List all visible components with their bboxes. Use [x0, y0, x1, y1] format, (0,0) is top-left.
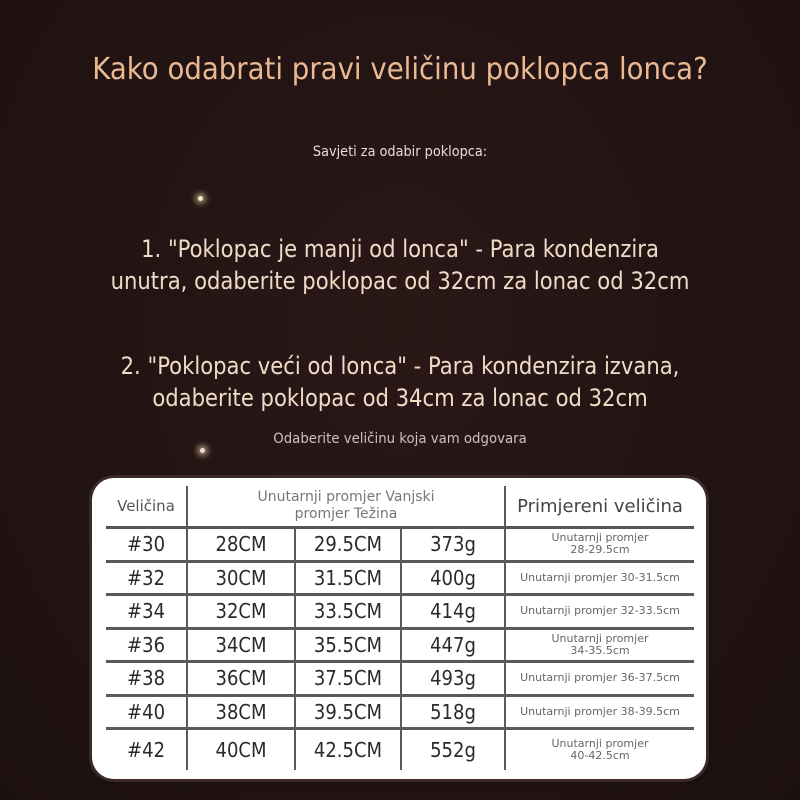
cell-fit: [505, 662, 694, 696]
tip-1: [48, 233, 752, 297]
cell-inner-diameter: 38CM: [192, 695, 289, 729]
cell-fit: [505, 695, 694, 729]
cell-weight: 447g: [406, 628, 500, 662]
cell-weight: 414g: [406, 595, 500, 629]
cell-size: #36: [110, 628, 183, 662]
cell-weight: 518g: [406, 695, 500, 729]
cell-outer-diameter: 33.5CM: [300, 595, 395, 629]
cell-weight: 552g: [406, 729, 500, 771]
cell-fit: [505, 628, 694, 662]
cell-weight: 400g: [406, 561, 500, 595]
cell-outer-diameter: 39.5CM: [300, 695, 395, 729]
fit-line-1: Unutarnji promjer: [551, 737, 649, 750]
fit-line-1: Unutarnji promjer 36-37.5cm: [520, 671, 680, 685]
cell-outer-diameter: 31.5CM: [300, 561, 395, 595]
header-dimensions-line-2: promjer Težina: [294, 506, 398, 522]
header-dimensions: [187, 486, 505, 528]
fit-line-1: Unutarnji promjer: [551, 631, 649, 645]
cell-outer-diameter: 35.5CM: [300, 628, 395, 662]
page-title: Kako odabrati pravi veličinu poklopca lonca?: [92, 52, 708, 87]
cell-fit: [505, 561, 694, 595]
header-dimensions-line-1: Unutarnji promjer Vanjski: [257, 489, 435, 505]
size-table: [106, 486, 694, 770]
cell-size: #30: [110, 528, 183, 562]
table-header-row: [106, 486, 694, 528]
fit-line-2: 28-29.5cm: [570, 543, 630, 557]
cell-size: #42: [110, 729, 183, 771]
fit-line-1: Unutarnji promjer 32-33.5cm: [520, 604, 680, 618]
cell-fit: [505, 595, 694, 629]
cell-size: #32: [110, 561, 183, 595]
choose-size-label: Odaberite veličinu koja vam odgovara: [273, 431, 527, 447]
table-row: [106, 662, 694, 696]
cell-inner-diameter: 32CM: [192, 595, 289, 629]
header-fit: Primjereni veličina: [505, 486, 694, 528]
size-chart: [92, 478, 706, 779]
cell-outer-diameter: 37.5CM: [300, 662, 395, 696]
fit-line-2: 40-42.5cm: [570, 749, 630, 762]
cell-inner-diameter: 28CM: [192, 528, 289, 562]
tips-subtitle: Savjeti za odabir poklopca:: [312, 144, 488, 160]
cell-weight: 373g: [406, 528, 500, 562]
cell-size: #34: [110, 595, 183, 629]
tip-1-line-1: 1. "Poklopac je manji od lonca" - Para kondenzira: [141, 235, 659, 263]
cell-weight: 493g: [406, 662, 500, 696]
tip-1-line-2: unutra, odaberite poklopac od 32cm za lonac od 32cm: [110, 267, 690, 295]
fit-line-1: Unutarnji promjer 38-39.5cm: [520, 704, 680, 718]
cell-inner-diameter: 34CM: [192, 628, 289, 662]
sparkle-decoration: [198, 196, 203, 201]
cell-outer-diameter: 29.5CM: [300, 528, 395, 562]
cell-inner-diameter: 40CM: [192, 729, 289, 771]
table-row: [106, 729, 694, 771]
cell-inner-diameter: 30CM: [192, 561, 289, 595]
tip-2: [48, 350, 752, 414]
tip-2-line-2: odaberite poklopac od 34cm za lonac od 32cm: [152, 384, 648, 412]
cell-size: #40: [110, 695, 183, 729]
cell-size: #38: [110, 662, 183, 696]
fit-line-1: Unutarnji promjer: [551, 531, 649, 545]
table-row: [106, 595, 694, 629]
tip-2-line-1: 2. "Poklopac veći od lonca" - Para kondenzira izvana,: [120, 352, 680, 380]
fit-line-2: 34-35.5cm: [570, 643, 630, 657]
cell-outer-diameter: 42.5CM: [300, 729, 395, 771]
table-row: [106, 695, 694, 729]
header-size: Veličina: [106, 486, 187, 528]
fit-line-1: Unutarnji promjer 30-31.5cm: [520, 570, 680, 584]
cell-fit: [505, 528, 694, 562]
table-row: [106, 528, 694, 562]
sparkle-decoration: [200, 448, 205, 453]
cell-fit: [505, 729, 694, 771]
cell-inner-diameter: 36CM: [192, 662, 289, 696]
table-row: [106, 628, 694, 662]
table-row: [106, 561, 694, 595]
